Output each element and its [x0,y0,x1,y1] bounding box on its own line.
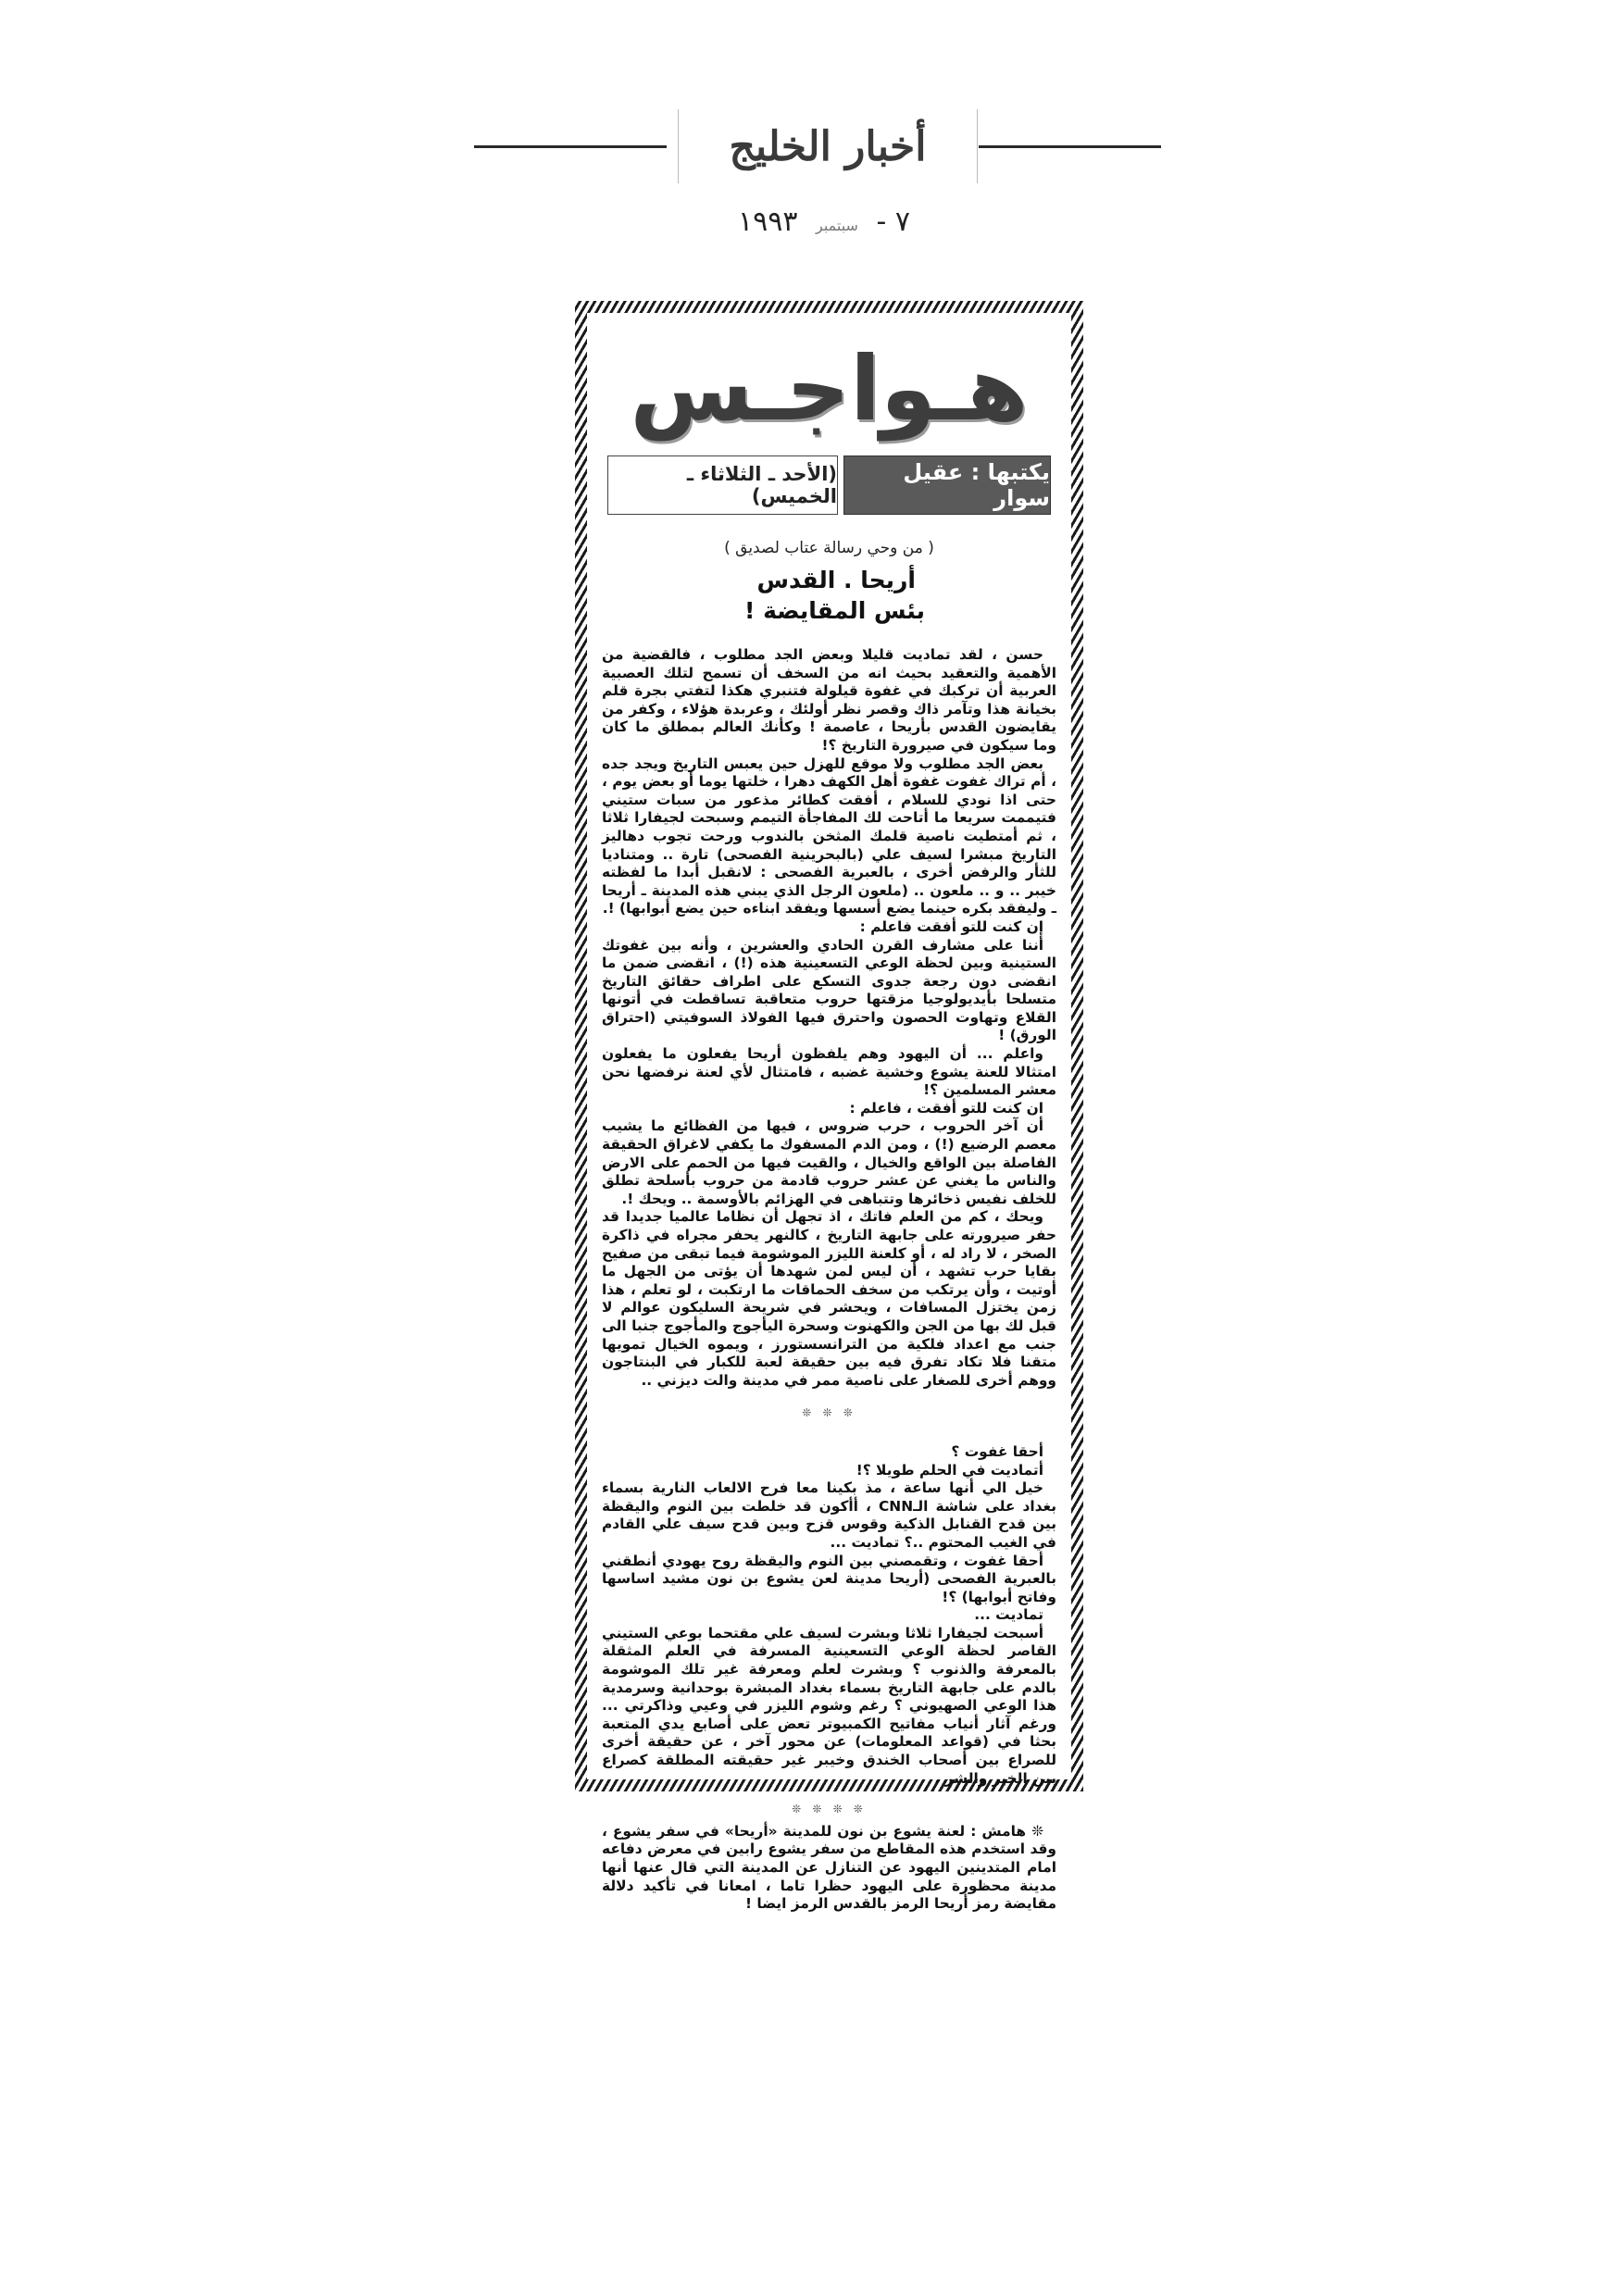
date-separator: - [876,206,887,238]
footnote-separator: ❊ ❊ ❊ ❊ [792,1803,867,1816]
article-subtitle: ( من وحي رسالة عتاب لصديق ) [724,539,934,557]
paragraph: بعض الجد مطلوب ولا موقع للهزل حين يعبس التاريخ ويجد جده ، أم تراك غفوت غفوة أهل الكهف دهرا ، خلتها يوما أو بعض يوم ، حتى اذا نودي للسلام ، أفقت كطائر مذعور من سبات ستيني فتيممت سريعا ما أتاحت لك المفاجأة التيمم وسبحت لجيفارا ثلاثا ، ثم أمتطيت ناصية قلمك المثخن بالندوب ورحت تجوب دهاليز التاريخ مبشرا لسيف علي (بالبحرينية الفصحى) تارة .. ومتناديا للثأر والرفض أخرى ، بالعبرية الفصحى : لانقبل أبدا ما لفظته خيبر .. و .. ملعون .. (ملعون الرجل الذي يبني هذه المدينة ـ أريحا ـ وليفقد بكره حينما يضع أسسها ويفقد ابناءه حين يضع أبوابها) !. [602,755,1056,917]
byline-row [607,455,1051,515]
paragraph: تماديت ... [974,1606,1043,1624]
publication-schedule: (الأحد ـ الثلاثاء ـ الخميس) [607,455,838,515]
paragraph: ان كنت للتو أفقت ، فاعلم : [849,1099,1043,1117]
paragraph: إن كنت للتو أفقت فاعلم : [859,917,1043,935]
author-byline: يكتبها : عقيل سوار [843,455,1051,515]
footnote: ❊ هامش : لعنة يشوع بن نون للمدينة «أريحا» في سفر يشوع ، وقد استخدم هذه المقاطع من سفر يشوع رابين في معرض دفاعه امام المتدينين اليهود عن التنازل عن المدينة التي قال عنها أنها مدينة محظورة على اليهود حظرا تاما ، امعانا في تأكيد دلالة مقايضة رمز أريحا الرمز بالقدس الرمز ايضا ! [602,1822,1056,1913]
paragraph: أسبحت لجيفارا ثلاثا وبشرت لسيف علي مقتحما بوعي الستيني القاصر لحظة الوعي التسعينية المسرفة في العلم المثقلة بالمعرفة والذنوب ؟ وبشرت لعلم ومعرفة غير تلك الموشومة بالدم على جابهة التاريخ بسماء بغداد المبشرة بوحدانية وسرمدية هذا الوعي الصهيوني ؟ رغم وشوم الليزر في وعيي وذاكرتي ... ورغم آثار أنياب مفاتيح الكمبيوتر تعض على أصابع يدي المتعبة بحثا في (قواعد المعلومات) عن محور آخر ، عن حقيقة أخرى للصراع بين أصحاب الخندق وخيبر غير حقيقته المطلقة كصراع بين الخير والشر . [602,1624,1056,1787]
header-rule-left [474,145,667,148]
paragraph: حسن ، لقد تماديت قليلا وبعض الجد مطلوب ، فالقضية من الأهمية والتعقيد بحيث انه من السخف أن تسمح لتلك العصبية العربية أن تركبك في غفوة قيلولة فتنبري هكذا لتفتي بجرة قلم بخيانة هذا وتآمر ذاك وقصر نظر أولئك ، وعربدة هؤلاء ، وكفر من يقايضون القدس بأريحا ، عاصمة ! وكأنك العالم بمطلق ما كان وما سيكون في صيرورة التاريخ ؟! [602,646,1056,754]
column-title: هـواجـس [630,337,1029,441]
paragraph: أن آخر الحروب ، حرب ضروس ، فيها من الفظائع ما يشيب معصم الرضيع (!) ، ومن الدم المسفوك ما يكفي لاغراق الحقيقة الفاصلة بين الواقع والخيال ، والقيت فيها من الحمم على الارض والناس ما يغني عن عشر حروب قادمة من حروب بأسلحة تطلق للخلف نفيس ذخائرها وتتباهى في الهزائم بالأوسمة .. ويحك !. [602,1117,1056,1207]
paragraph: أتماديت في الحلم طويلا ؟! [856,1461,1043,1479]
header-rule-right [979,145,1161,148]
paragraph: أحقا غفوت ، وتقمصني بين النوم واليقظة روح يهودي أنطقني بالعبرية الفصحى (أريحا مدينة لعن يشوع بن نون مشيد اساسها وفاتح أبوابها) ؟! [602,1552,1056,1605]
paragraph: واعلم ... أن اليهود وهم يلفظون أريحا يفعلون ما يفعلون امتثالا للعنة يشوع وخشية غضبه ، فامتثال لأي لعنة نرفضها نحن معشر المسلمين ؟! [602,1045,1056,1099]
newspaper-masthead: أخبار الخليج [729,122,927,170]
column-content [587,313,1071,1913]
masthead-header [474,109,1161,183]
paragraph: خيل الي أنها ساعة ، مذ بكينا معا فرح الالعاب النارية بسماء بغداد على شاشة الـCNN ، أأكون قد خلطت بين النوم واليقظة بين قدح القنابل الذكية وقوس قزح وبين قدح سيف علي القادم في الغيب المحتوم ..؟ تماديت ... [602,1479,1056,1551]
headline-line-1: أريحا . القدس [756,567,916,593]
paragraph: ويحك ، كم من العلم فاتك ، اذ تجهل أن نظاما عالميا جديدا قد حفر صيرورته على جابهة التاريخ ، كالنهر يحفر مجراه في ذاكرة الصخر ، لا راد له ، أو كلعنة الليزر الموشومة فيما تبقى من صفيح بقايا حرب تشهد ، أن ليس لمن شهدها أن يؤتى من الجهل ما أوتيت ، وأن يرتكب من سخف الحماقات ما ارتكبت ، لو تعلم ، هذا زمن يختزل المسافات ، ويحشر في شريحة السليكون عوالم لا قبل لك بها من الجن والكهنوت وسحرة اليأجوج والمأجوج جنبا الى جنب مع اعداد فلكية من الترانسستورز ، ويموه الخيال تمويها متقنا فلا تكاد تفرق فيه بين حقيقة لعبة للكبار في البنتاجون ووهم أخرى للصغار على ناصية ممر في مدينة والت ديزني .. [602,1208,1056,1389]
date-day: ٧ [894,206,910,238]
hatched-column-border [575,301,1083,1913]
paragraph: أحقا غفوت ؟ [951,1442,1043,1460]
date-month: سبتمبر [815,217,858,234]
section-separator: ❊ ❊ ❊ [802,1406,856,1420]
publication-date [685,206,963,238]
paragraph: أننا على مشارف القرن الحادي والعشرين ، وأنه بين غفوتك الستينية وبين لحظة الوعي التسعينية هذه (!) ، انقضى ضمن ما انقضى دون رجعة جدوى التسكع على اطراف حقائق التاريخ متسلحا بأيديولوجيا مزقتها حروب متعاقبة تساقطت في أتونها القلاع وتهاوت الحصون واحترق فيها الفولاذ السوفيتي (احتراق الورق) ! [602,936,1056,1044]
headline-line-2: بئس المقايضة ! [743,597,925,624]
article-body [602,646,1056,1914]
masthead-box [678,109,978,183]
date-year: ١٩٩٣ [737,206,798,238]
